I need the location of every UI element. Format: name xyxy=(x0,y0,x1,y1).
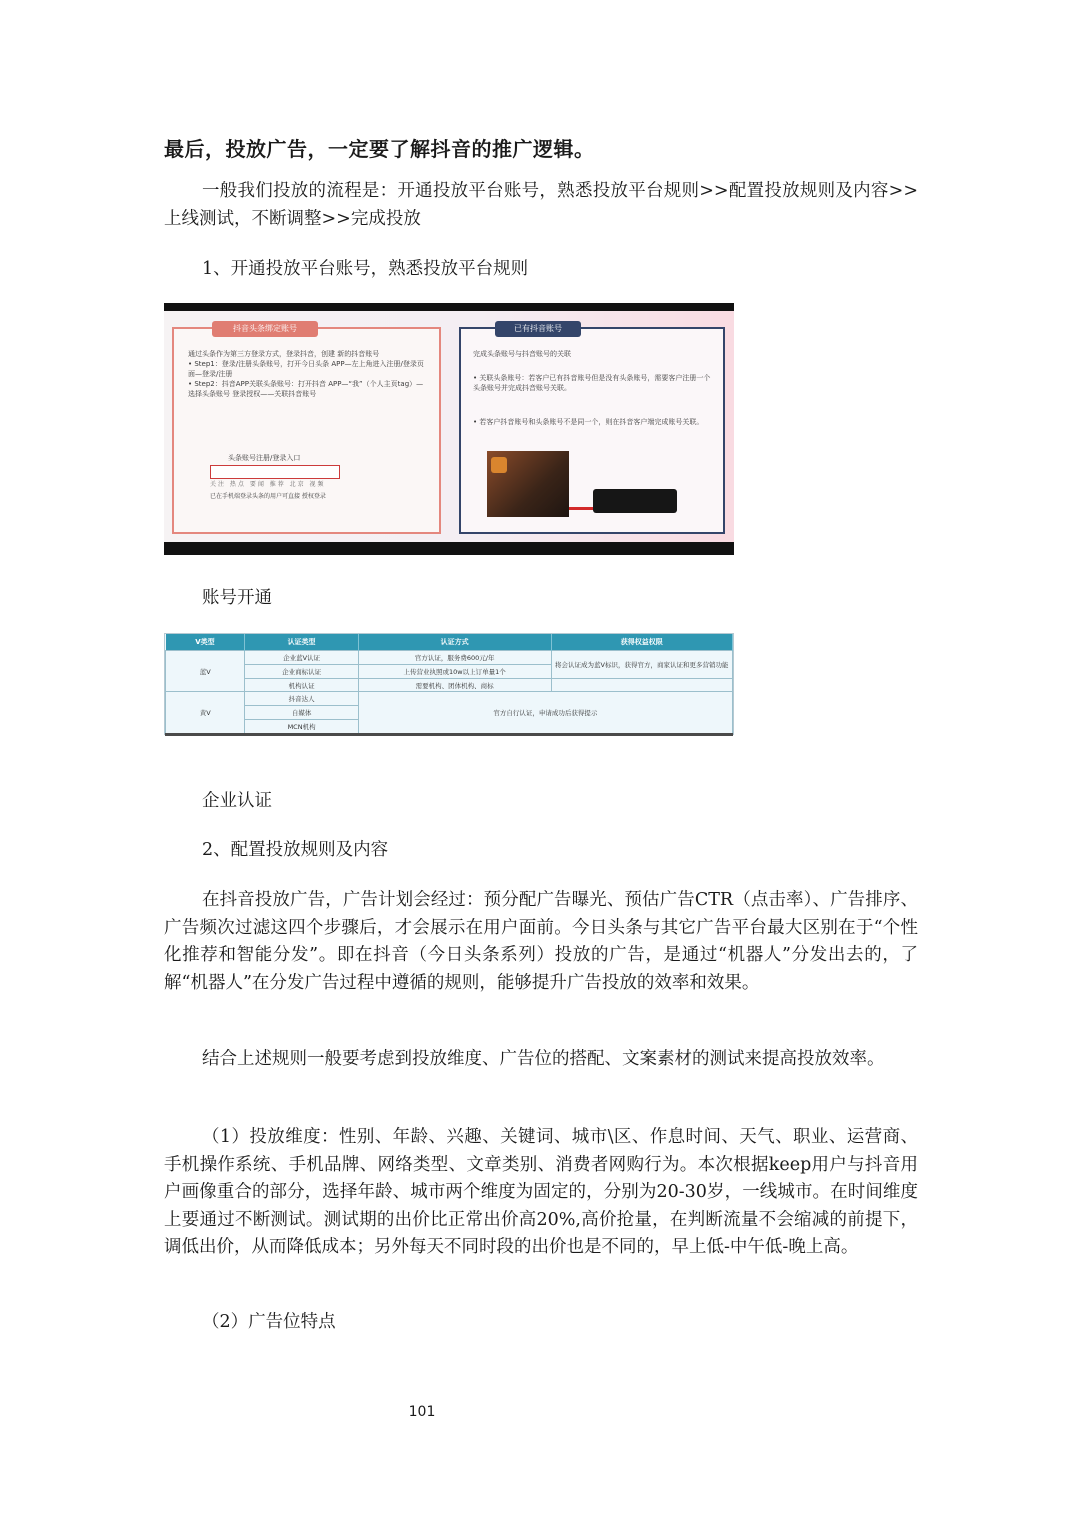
right-panel-text2: • 关联头条账号：若客户已有抖音账号但是没有头条账号，需要客户注册一个头条账号并完成抖音账号关联。 xyxy=(473,374,711,392)
left-panel-subtext: 头条账号注册/登录入口 xyxy=(228,454,301,462)
verification-table xyxy=(165,634,733,734)
right-panel-text1: 完成头条账号与抖音账号的关联 xyxy=(473,350,571,358)
table-cell: 需要机构、团体机构、商标 xyxy=(358,678,551,692)
table-row xyxy=(166,678,733,692)
app-photo-image xyxy=(487,451,569,517)
arrow-icon xyxy=(569,507,595,510)
verification-table-image xyxy=(164,633,734,735)
paragraph-ad-logic: 在抖音投放广告，广告计划会经过：预分配广告曝光、预估广告CTR（点击率）、广告排序、广告频次过滤这四个步骤后，才会展示在用户面前。今日头条与其它广告平台最大区别在于“个性化推荐和智能分发”。即在抖音（今日头条系列）投放的广告，是通过“机器人”分发出去的，了解“机器人”在分发广告过程中遵循的规则，能够提升广告投放的效率和效果。 xyxy=(164,890,918,993)
table-header: V类型 xyxy=(166,634,245,651)
mini-search-input xyxy=(210,465,340,479)
table-cell: 抖音达人 xyxy=(245,692,358,706)
table-header: 获得权益权限 xyxy=(551,634,732,651)
dark-ui-bar xyxy=(593,489,677,513)
table-cell: 机构认证 xyxy=(245,678,358,692)
table-cell xyxy=(551,678,732,692)
table-cell: 自媒体 xyxy=(245,706,358,720)
left-panel-text: 通过头条作为第三方登录方式，登录抖音，创建 新的抖音账号 • Step1：登录/注册头条账号，打开今日头条 APP—左上角进入注册/登录页面—登录/注册 • Step2：抖音APP关联头条账号：打开抖音 APP—“我”（个人主页tag）—选择头条账号 登录授权——关联抖音账号 xyxy=(188,350,424,398)
table-shadow xyxy=(165,733,733,736)
right-panel-text3: • 若客户抖音账号和头条账号不是同一个，则在抖音客户端完成账号关联。 xyxy=(473,418,704,426)
left-panel xyxy=(172,324,441,534)
screenshot-slide xyxy=(164,311,734,542)
table-cell: 将会认证成为蓝V标识，获得官方，商家认证和更多营销功能 xyxy=(551,651,732,679)
table-cell: 蓝V xyxy=(166,651,245,692)
section2-title: 2、配置投放规则及内容 xyxy=(202,840,389,860)
paragraph-dimensions: （1）投放维度：性别、年龄、兴趣、关键词、城市\区、作息时间、天气、职业、运营商、手机操作系统、手机品牌、网络类型、文章类别、消费者网购行为。本次根据keep用户与抖音用户画像重合的部分，选择年龄、城市两个维度为固定的，分别为20-30岁，一线城市。在时间维度上要通过不断测试。测试期的出价比正常出价高20%,高价抢量，在判断流量不会缩减的前提下，调低出价，从而降低成本；另外每天不同时段的出价也是不同的，早上低-中午低-晚上高。 xyxy=(164,1127,918,1257)
table-cell: 官方认证，服务费600元/年 xyxy=(358,651,551,665)
caption-account-open: 账号开通 xyxy=(202,588,272,608)
account-setup-screenshot xyxy=(164,303,734,555)
item-ad-slot: （2）广告位特点 xyxy=(202,1312,336,1332)
caption-enterprise-verify: 企业认证 xyxy=(202,791,272,811)
table-cell: MCN机构 xyxy=(245,720,358,734)
table-row xyxy=(166,651,733,665)
table-cell: 企业蓝V认证 xyxy=(245,651,358,665)
app-logo-icon xyxy=(491,457,507,473)
left-panel-note: 已在手机端登录头条的用户可直接 授权登录 xyxy=(210,493,326,500)
table-header-row xyxy=(166,634,733,651)
table-header: 认证类型 xyxy=(245,634,358,651)
table-cell: 黄V xyxy=(166,692,245,734)
left-panel-tag: 抖音头条绑定账号 xyxy=(212,321,318,337)
table-cell: 上传营业执照或10w以上订单量1个 xyxy=(358,664,551,678)
table-cell: 企业商标认证 xyxy=(245,664,358,678)
table-header: 认证方式 xyxy=(358,634,551,651)
intro-paragraph: 一般我们投放的流程是：开通投放平台账号，熟悉投放平台规则>>配置投放规则及内容>>上线测试，不断调整>>完成投放 xyxy=(164,181,918,229)
paragraph-rules: 结合上述规则一般要考虑到投放维度、广告位的搭配、文案素材的测试来提高投放效率。 xyxy=(202,1049,885,1069)
page-number: 101 xyxy=(408,1404,436,1420)
table-row xyxy=(166,692,733,706)
section1-title: 1、开通投放平台账号，熟悉投放平台规则 xyxy=(202,259,529,279)
mini-tabs: 关注 热点 要闻 推荐 北京 视频 xyxy=(210,481,326,488)
table-cell: 官方自行认证，申请成功后获得提示 xyxy=(358,692,732,734)
right-panel-tag: 已有抖音账号 xyxy=(495,321,581,337)
section-heading: 最后，投放广告，一定要了解抖音的推广逻辑。 xyxy=(164,137,595,161)
right-panel xyxy=(459,324,725,534)
